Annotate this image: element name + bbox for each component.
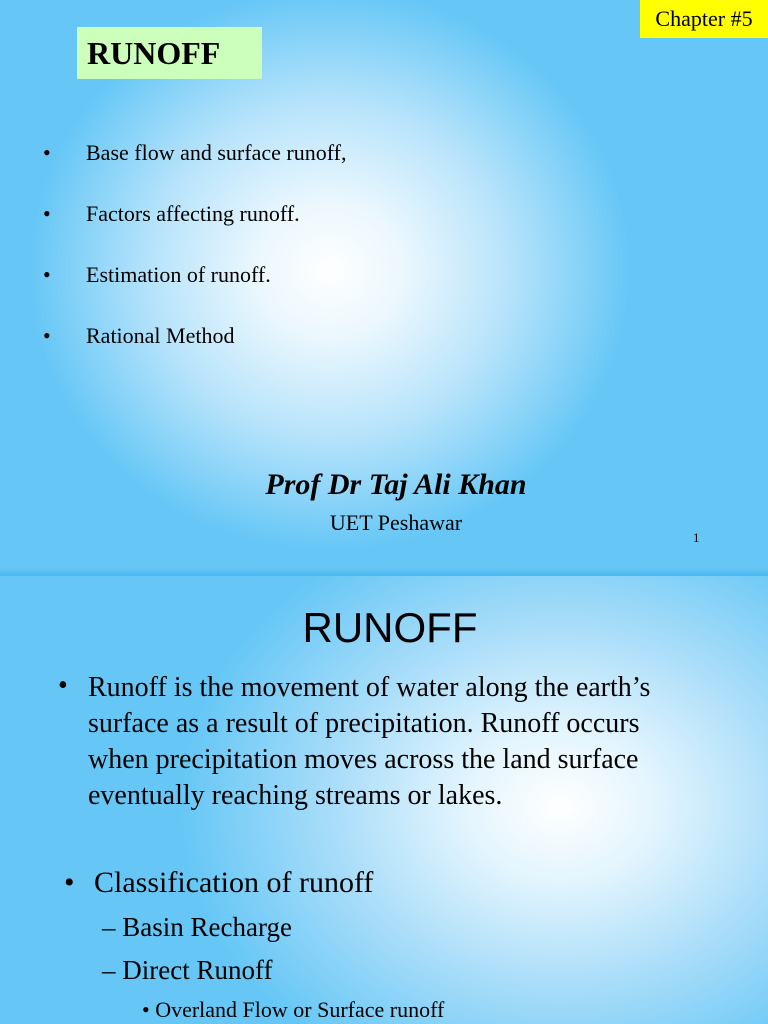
bullet-icon: • — [43, 262, 51, 287]
sub-list-item: – Direct Runoff — [102, 955, 273, 985]
chapter-badge: Chapter #5 — [640, 0, 768, 38]
author-affiliation: UET Peshawar — [329, 510, 463, 535]
bullet-icon: • — [43, 201, 51, 226]
classification-heading: Classification of runoff — [94, 866, 374, 899]
bullet-icon: • — [64, 866, 75, 899]
paragraph-line: when precipitation moves across the land surface — [88, 744, 639, 775]
bullet-icon: • — [58, 670, 68, 701]
paragraph-line: eventually reaching streams or lakes. — [88, 780, 503, 811]
paragraph-line: surface as a result of precipitation. Runoff occurs — [88, 708, 640, 739]
sub-list-item: – Basin Recharge — [102, 912, 292, 942]
slide-2 — [0, 576, 768, 1024]
bullet-icon: • — [43, 140, 51, 165]
list-item-text: Factors affecting runoff. — [86, 201, 300, 226]
list-item-text: Estimation of runoff. — [86, 262, 271, 287]
list-item-text: Base flow and surface runoff, — [86, 140, 347, 165]
author-name: Prof Dr Taj Ali Khan — [265, 468, 527, 501]
list-item-text: Rational Method — [86, 323, 235, 348]
paragraph-line: Runoff is the movement of water along the earth’s — [88, 672, 651, 703]
bullet-icon: • — [43, 323, 51, 348]
page-number: 1 — [693, 530, 700, 545]
sub-sub-list-item: • Overland Flow or Surface runoff — [142, 997, 445, 1022]
slide-title: RUNOFF — [302, 604, 478, 651]
slide-title: RUNOFF — [77, 27, 262, 79]
definition-paragraph — [88, 670, 728, 814]
